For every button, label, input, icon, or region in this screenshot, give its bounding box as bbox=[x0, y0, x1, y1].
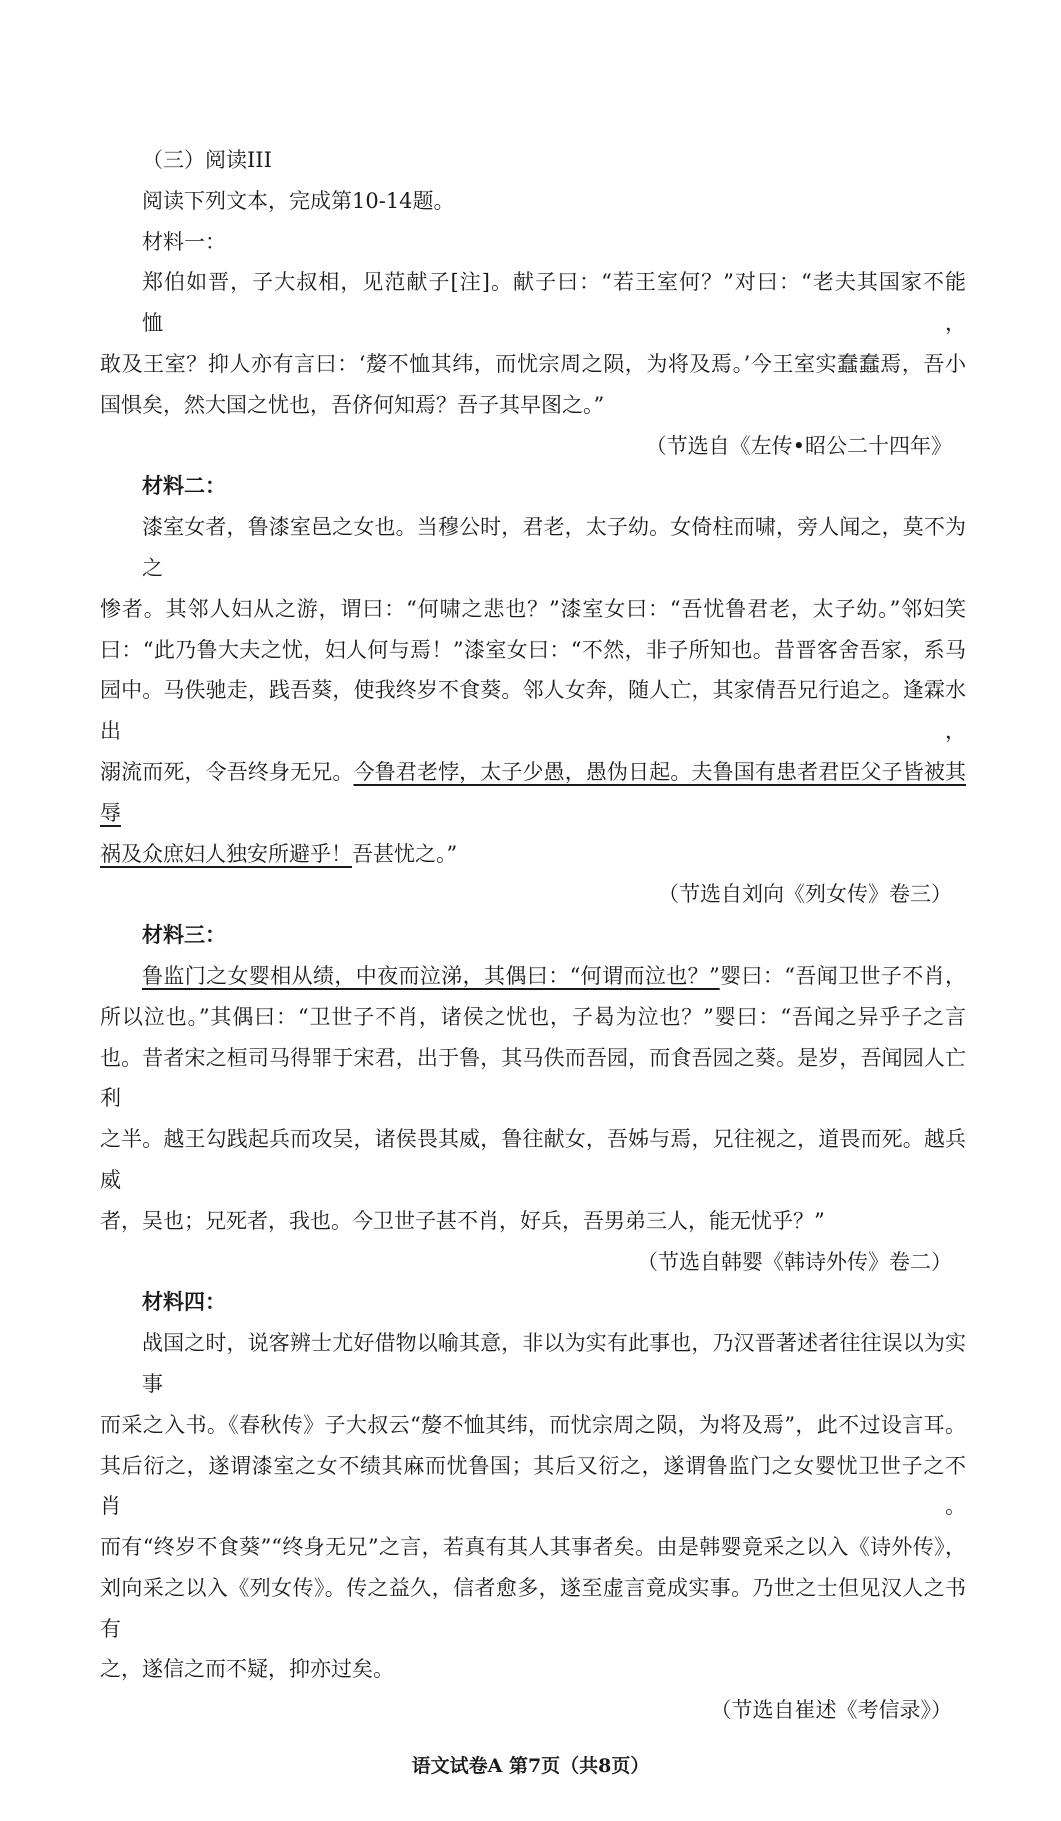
text-segment: 曰：“此乃鲁大夫之忧，妇人何与焉！”漆室女曰：“不然，非子所知也。昔晋客舍吾家，系马 bbox=[100, 637, 966, 662]
text-segment: 战国之时，说客辨士尤好借物以喻其意，非以为实有此事也，乃汉晋著述者往往误以为实事 bbox=[142, 1331, 966, 1396]
text-segment: 之半。越王勾践起兵而攻吴，诸侯畏其威，鲁往献女，吾姊与焉，兄往视之，道畏而死。越兵威 bbox=[100, 1127, 966, 1192]
materials bbox=[100, 222, 966, 1731]
page-footer: 语文试卷A 第7页（共8页） bbox=[411, 1755, 650, 1778]
text-segment: 者，吴也；兄死者，我也。今卫世子甚不肖，好兵，吾男弟三人，能无忧乎？” bbox=[100, 1208, 825, 1233]
text-segment: 刘向采之以入《列女传》。传之益久，信者愈多，遂至虚言竟成实事。乃世之士但见汉人之书有 bbox=[100, 1575, 966, 1641]
text-segment: 所以泣也。”其偶曰：“卫世子不肖，诸侯之忧也，子曷为泣也？”婴曰：“吾闻之异乎子之言 bbox=[100, 1004, 966, 1029]
text-segment: 之，遂信之而不疑，抑亦过矣。 bbox=[100, 1657, 394, 1682]
material-4 bbox=[100, 1282, 966, 1731]
source-citation: （节选自崔述《考信录》） bbox=[710, 1698, 952, 1723]
text-segment: 国惧矣，然大国之忧也，吾侪何知焉？吾子其早图之。” bbox=[100, 392, 605, 417]
text-segment: 惨者。其邻人妇从之游，谓曰：“何啸之悲也？”漆室女曰：“吾忧鲁君老，太子幼。”邻妇笑 bbox=[100, 596, 966, 621]
paragraph-line bbox=[100, 262, 966, 344]
paragraph-line bbox=[100, 1119, 966, 1201]
material-3 bbox=[100, 915, 966, 1282]
paragraph-line bbox=[100, 752, 966, 834]
material-2 bbox=[100, 466, 966, 915]
paragraph-line bbox=[100, 630, 966, 671]
paragraph-line bbox=[100, 997, 966, 1038]
paragraph-line bbox=[100, 956, 966, 997]
text-segment: 而采之入书。《春秋传》子大叔云“嫠不恤其纬，而忧宗周之陨，为将及焉”，此不过设言耳。 bbox=[100, 1412, 966, 1437]
paragraph-line bbox=[100, 1038, 966, 1120]
material-heading: 材料二： bbox=[142, 473, 226, 499]
text-segment: 敢及王室？抑人亦有言曰：‘嫠不恤其纬，而忧宗周之陨，为将及焉。’今王室实蠢蠢焉，吾小 bbox=[100, 351, 966, 376]
material-heading: 材料三： bbox=[142, 922, 226, 948]
paragraph-line bbox=[100, 1649, 966, 1690]
exam-page bbox=[100, 0, 966, 1731]
text-segment: 溺流而死，令吾终身无兄。 bbox=[100, 759, 354, 784]
material-1 bbox=[100, 222, 966, 467]
paragraph-line bbox=[100, 1527, 966, 1568]
text-segment: 也。昔者宋之桓司马得罪于宋君，出于鲁，其马佚而吾园，而食吾园之葵。是岁，吾闻园人亡利 bbox=[100, 1045, 966, 1111]
paragraph-line bbox=[100, 1405, 966, 1446]
text-segment: 郑伯如晋，子大叔相，见范献子[注]。献子曰：“若王室何？”对曰：“老夫其国家不能恤， bbox=[142, 270, 966, 336]
paragraph-line bbox=[100, 1568, 966, 1650]
paragraph-line bbox=[100, 834, 966, 875]
source-citation: （节选自刘向《列女传》卷三） bbox=[658, 882, 952, 907]
text-segment: 园中。马佚驰走，践吾葵，使我终岁不食葵。邻人女奔，随人亡，其家倩吾兄行追之。逢霖水出， bbox=[100, 678, 966, 744]
text-segment: 婴曰：“吾闻卫世子不肖， bbox=[719, 963, 966, 988]
paragraph-line bbox=[100, 1323, 966, 1405]
instruction: 阅读下列文本，完成第10-14题。 bbox=[142, 188, 455, 213]
underlined-text: 祸及众庶妇人独安所避乎！ bbox=[100, 841, 352, 866]
text-segment: 而有“终岁不食葵”“终身无兄”之言，若真有其人其事者矣。由是韩婴竟采之以入《诗外传》， bbox=[100, 1535, 966, 1560]
text-segment: 其后衍之，遂谓漆室之女不绩其麻而忧鲁国；其后又衍之，遂谓鲁监门之女婴忧卫世子之不肖。 bbox=[100, 1453, 966, 1519]
source-citation: （节选自韩婴《韩诗外传》卷二） bbox=[637, 1249, 952, 1274]
paragraph-line bbox=[100, 1446, 966, 1528]
paragraph-line bbox=[100, 1201, 966, 1242]
paragraph-line bbox=[100, 344, 966, 385]
material-heading: 材料四： bbox=[142, 1289, 226, 1315]
paragraph-line bbox=[100, 589, 966, 630]
text-segment: 吾甚忧之。” bbox=[352, 841, 458, 866]
underlined-text: 鲁监门之女婴相从绩，中夜而泣涕，其偶曰：“何谓而泣也？” bbox=[142, 963, 720, 988]
paragraph-line bbox=[100, 385, 966, 426]
source-citation: （节选自《左传•昭公二十四年》 bbox=[645, 433, 952, 458]
material-heading: 材料一： bbox=[142, 229, 226, 254]
paragraph-line bbox=[100, 670, 966, 752]
text-segment: 漆室女者，鲁漆室邑之女也。当穆公时，君老，太子幼。女倚柱而啸，旁人闻之，莫不为之 bbox=[142, 515, 966, 580]
section-title: （三）阅读III bbox=[142, 148, 272, 172]
underlined-text: 今鲁君老悖，太子少愚，愚伪日起。夫鲁国有患者君臣父子皆被其辱 bbox=[100, 759, 966, 825]
paragraph-line bbox=[100, 507, 966, 589]
